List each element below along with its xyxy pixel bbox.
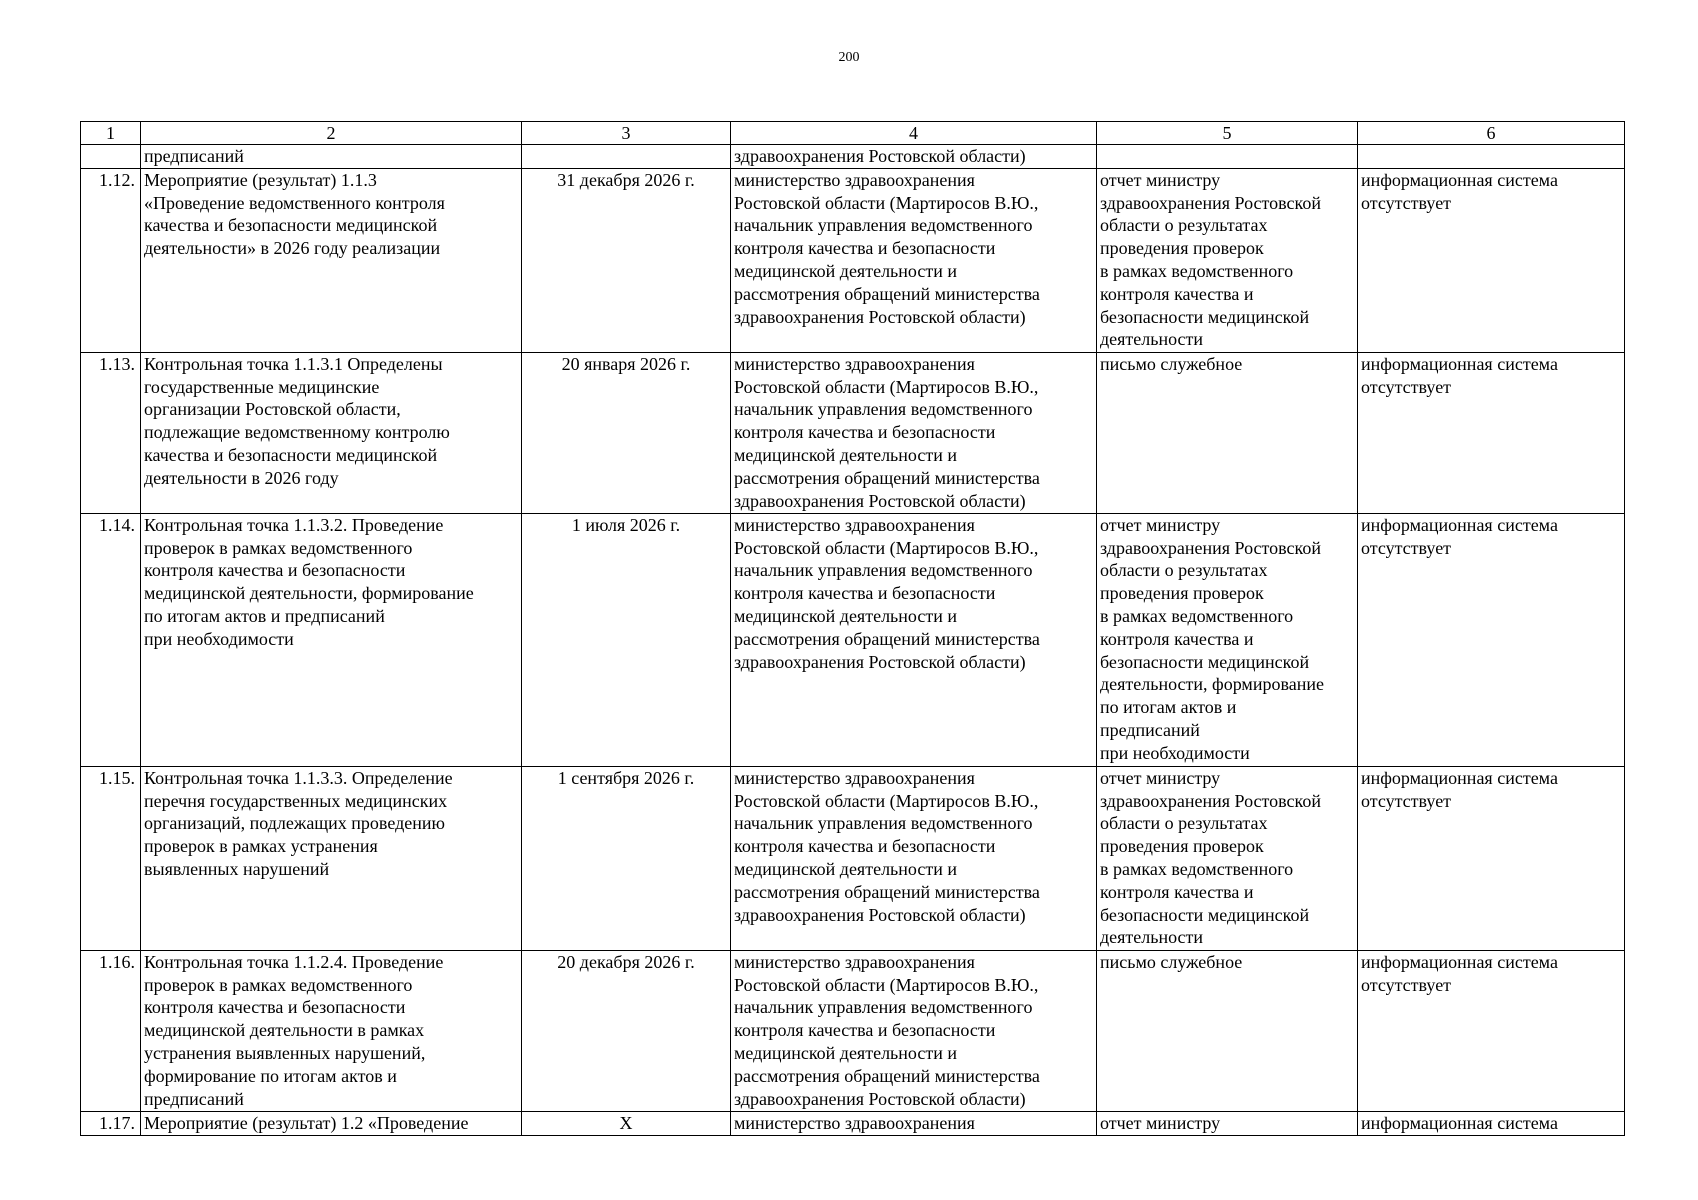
- event-name: Мероприятие (результат) 1.2 «Проведение: [141, 1111, 522, 1135]
- result-document: письмо служебное: [1097, 950, 1358, 1111]
- row-number: 1.12.: [81, 168, 141, 352]
- table-row: [81, 513, 1625, 766]
- deadline-date: 31 декабря 2026 г.: [522, 168, 731, 352]
- event-name: Контрольная точка 1.1.2.4. Проведение проверок в рамках ведомственного контроля качества и безопасности медицинской деятельности в рамках устранения выявленных нарушений, формирование по итогам актов и предписаний: [141, 950, 522, 1111]
- information-system: информационная система отсутствует: [1358, 950, 1625, 1111]
- responsible-party: министерство здравоохранения Ростовской области (Мартиросов В.Ю., начальник управления ведомственного контроля качества и безопасности медицинской деятельности и рассмотрения обращений министерства здравоохранения Ростовской области): [731, 168, 1097, 352]
- table-row: [81, 766, 1625, 950]
- information-system: информационная система отсутствует: [1358, 513, 1625, 766]
- information-system: информационная система: [1358, 1111, 1625, 1135]
- row-number: 1.16.: [81, 950, 141, 1111]
- table-row: [81, 950, 1625, 1111]
- row-number: 1.15.: [81, 766, 141, 950]
- table-row: [81, 168, 1625, 352]
- plan-table: [80, 121, 1625, 1136]
- row-number: 1.13.: [81, 352, 141, 513]
- information-system: информационная система отсутствует: [1358, 168, 1625, 352]
- deadline-date: [522, 145, 731, 169]
- responsible-party: министерство здравоохранения Ростовской области (Мартиросов В.Ю., начальник управления ведомственного контроля качества и безопасности медицинской деятельности и рассмотрения обращений министерства здравоохранения Ростовской области): [731, 766, 1097, 950]
- responsible-party: министерство здравоохранения Ростовской области (Мартиросов В.Ю., начальник управления ведомственного контроля качества и безопасности медицинской деятельности и рассмотрения обращений министерства здравоохранения Ростовской области): [731, 352, 1097, 513]
- header-cell: 6: [1358, 122, 1625, 145]
- table-header-row: [81, 122, 1625, 145]
- result-document: письмо служебное: [1097, 352, 1358, 513]
- event-name: Контрольная точка 1.1.3.1 Определены государственные медицинские организации Ростовской области, подлежащие ведомственному контролю качества и безопасности медицинской деятельности в 2026 году: [141, 352, 522, 513]
- header-cell: 1: [81, 122, 141, 145]
- header-cell: 5: [1097, 122, 1358, 145]
- information-system: [1358, 145, 1625, 169]
- result-document: отчет министру здравоохранения Ростовской области о результатах проведения проверок в рамках ведомственного контроля качества и безопасности медицинской деятельности: [1097, 168, 1358, 352]
- event-name: Контрольная точка 1.1.3.2. Проведение проверок в рамках ведомственного контроля качества и безопасности медицинской деятельности, формирование по итогам актов и предписаний при необходимости: [141, 513, 522, 766]
- responsible-party: министерство здравоохранения Ростовской области (Мартиросов В.Ю., начальник управления ведомственного контроля качества и безопасности медицинской деятельности и рассмотрения обращений министерства здравоохранения Ростовской области): [731, 513, 1097, 766]
- event-name: предписаний: [141, 145, 522, 169]
- result-document: отчет министру здравоохранения Ростовской области о результатах проведения проверок в рамках ведомственного контроля качества и безопасности медицинской деятельности, формирование по итогам актов и предписаний при необходимости: [1097, 513, 1358, 766]
- row-number: 1.17.: [81, 1111, 141, 1135]
- row-number: [81, 145, 141, 169]
- row-number: 1.14.: [81, 513, 141, 766]
- deadline-date: X: [522, 1111, 731, 1135]
- event-name: Контрольная точка 1.1.3.3. Определение перечня государственных медицинских организаций, подлежащих проведению проверок в рамках устранения выявленных нарушений: [141, 766, 522, 950]
- result-document: [1097, 145, 1358, 169]
- header-cell: 3: [522, 122, 731, 145]
- information-system: информационная система отсутствует: [1358, 766, 1625, 950]
- header-cell: 2: [141, 122, 522, 145]
- table-row: [81, 352, 1625, 513]
- responsible-party: министерство здравоохранения Ростовской области (Мартиросов В.Ю., начальник управления ведомственного контроля качества и безопасности медицинской деятельности и рассмотрения обращений министерства здравоохранения Ростовской области): [731, 950, 1097, 1111]
- header-cell: 4: [731, 122, 1097, 145]
- event-name: Мероприятие (результат) 1.1.3 «Проведение ведомственного контроля качества и безопасности медицинской деятельности» в 2026 году реализации: [141, 168, 522, 352]
- responsible-party: министерство здравоохранения: [731, 1111, 1097, 1135]
- deadline-date: 20 января 2026 г.: [522, 352, 731, 513]
- information-system: информационная система отсутствует: [1358, 352, 1625, 513]
- result-document: отчет министру: [1097, 1111, 1358, 1135]
- deadline-date: 20 декабря 2026 г.: [522, 950, 731, 1111]
- table-row: [81, 1111, 1625, 1135]
- result-document: отчет министру здравоохранения Ростовской области о результатах проведения проверок в рамках ведомственного контроля качества и безопасности медицинской деятельности: [1097, 766, 1358, 950]
- responsible-party: здравоохранения Ростовской области): [731, 145, 1097, 169]
- deadline-date: 1 июля 2026 г.: [522, 513, 731, 766]
- deadline-date: 1 сентября 2026 г.: [522, 766, 731, 950]
- page-number: 200: [838, 50, 860, 65]
- table-row: [81, 145, 1625, 169]
